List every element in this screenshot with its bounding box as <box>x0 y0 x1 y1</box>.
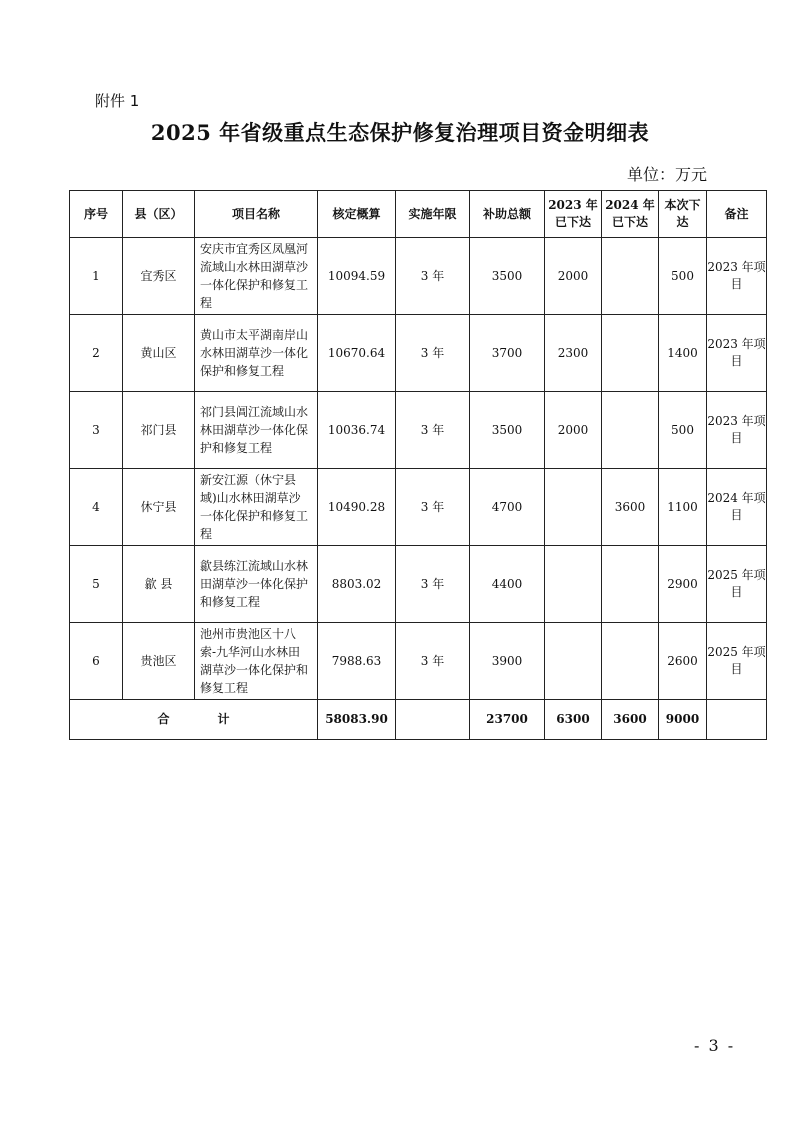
cell-years: 3 年 <box>396 546 470 623</box>
cell-2024 <box>602 238 659 315</box>
cell-subsidy: 4400 <box>470 546 545 623</box>
cell-county: 休宁县 <box>123 469 195 546</box>
attachment-label: 附件 1 <box>95 92 140 110</box>
cell-budget: 8803.02 <box>318 546 396 623</box>
cell-current: 500 <box>659 238 707 315</box>
cell-remark: 2023 年项目 <box>707 238 767 315</box>
cell-subsidy: 3900 <box>470 623 545 700</box>
cell-2024 <box>602 546 659 623</box>
cell-current: 500 <box>659 392 707 469</box>
cell-subsidy: 4700 <box>470 469 545 546</box>
cell-subsidy: 3500 <box>470 392 545 469</box>
cell-county: 歙 县 <box>123 546 195 623</box>
cell-years: 3 年 <box>396 623 470 700</box>
cell-2024: 3600 <box>602 469 659 546</box>
total-remark <box>707 700 767 740</box>
header-seq: 序号 <box>70 191 123 238</box>
table-row <box>70 315 767 392</box>
cell-years: 3 年 <box>396 315 470 392</box>
cell-project: 祁门县阊江流域山水林田湖草沙一体化保护和修复工程 <box>195 392 318 469</box>
cell-seq: 5 <box>70 546 123 623</box>
cell-2023 <box>545 546 602 623</box>
cell-2024 <box>602 315 659 392</box>
unit-label: 单位：万元 <box>627 165 708 184</box>
cell-budget: 10490.28 <box>318 469 396 546</box>
funding-detail-table <box>69 190 767 740</box>
page-title: 2025 年省级重点生态保护修复治理项目资金明细表 <box>150 120 650 145</box>
header-subsidy: 补助总额 <box>470 191 545 238</box>
cell-2024 <box>602 392 659 469</box>
total-row <box>70 700 767 740</box>
cell-seq: 1 <box>70 238 123 315</box>
cell-county: 祁门县 <box>123 392 195 469</box>
cell-project: 安庆市宜秀区凤凰河流域山水林田湖草沙一体化保护和修复工程 <box>195 238 318 315</box>
cell-subsidy: 3500 <box>470 238 545 315</box>
header-budget: 核定概算 <box>318 191 396 238</box>
total-years <box>396 700 470 740</box>
cell-seq: 4 <box>70 469 123 546</box>
cell-2023: 2000 <box>545 392 602 469</box>
header-years: 实施年限 <box>396 191 470 238</box>
cell-2023: 2000 <box>545 238 602 315</box>
cell-budget: 7988.63 <box>318 623 396 700</box>
cell-remark: 2025 年项目 <box>707 546 767 623</box>
table-row <box>70 238 767 315</box>
header-2024: 2024 年已下达 <box>602 191 659 238</box>
cell-project: 黄山市太平湖南岸山水林田湖草沙一体化保护和修复工程 <box>195 315 318 392</box>
header-county: 县（区） <box>123 191 195 238</box>
cell-project: 新安江源（休宁县域)山水林田湖草沙一体化保护和修复工程 <box>195 469 318 546</box>
cell-current: 1100 <box>659 469 707 546</box>
table-row <box>70 392 767 469</box>
cell-project: 歙县练江流域山水林田湖草沙一体化保护和修复工程 <box>195 546 318 623</box>
cell-remark: 2023 年项目 <box>707 315 767 392</box>
cell-county: 宜秀区 <box>123 238 195 315</box>
cell-2023 <box>545 623 602 700</box>
cell-budget: 10094.59 <box>318 238 396 315</box>
table-row <box>70 546 767 623</box>
header-remark: 备注 <box>707 191 767 238</box>
total-2023: 6300 <box>545 700 602 740</box>
table-row <box>70 469 767 546</box>
total-budget: 58083.90 <box>318 700 396 740</box>
total-label: 合计 <box>70 700 318 740</box>
header-current: 本次下达 <box>659 191 707 238</box>
total-subsidy: 23700 <box>470 700 545 740</box>
cell-2023 <box>545 469 602 546</box>
cell-seq: 2 <box>70 315 123 392</box>
cell-years: 3 年 <box>396 392 470 469</box>
header-2023: 2023 年已下达 <box>545 191 602 238</box>
cell-budget: 10670.64 <box>318 315 396 392</box>
cell-county: 贵池区 <box>123 623 195 700</box>
cell-2024 <box>602 623 659 700</box>
page-number: - 3 - <box>694 1036 736 1055</box>
cell-remark: 2023 年项目 <box>707 392 767 469</box>
cell-current: 2600 <box>659 623 707 700</box>
cell-current: 1400 <box>659 315 707 392</box>
cell-years: 3 年 <box>396 238 470 315</box>
cell-2023: 2300 <box>545 315 602 392</box>
total-2024: 3600 <box>602 700 659 740</box>
cell-county: 黄山区 <box>123 315 195 392</box>
cell-current: 2900 <box>659 546 707 623</box>
cell-budget: 10036.74 <box>318 392 396 469</box>
header-project: 项目名称 <box>195 191 318 238</box>
cell-remark: 2024 年项目 <box>707 469 767 546</box>
cell-subsidy: 3700 <box>470 315 545 392</box>
table-row <box>70 623 767 700</box>
cell-seq: 6 <box>70 623 123 700</box>
cell-years: 3 年 <box>396 469 470 546</box>
table-header-row <box>70 191 767 238</box>
cell-project: 池州市贵池区十八索-九华河山水林田湖草沙一体化保护和修复工程 <box>195 623 318 700</box>
total-current: 9000 <box>659 700 707 740</box>
cell-seq: 3 <box>70 392 123 469</box>
cell-remark: 2025 年项目 <box>707 623 767 700</box>
